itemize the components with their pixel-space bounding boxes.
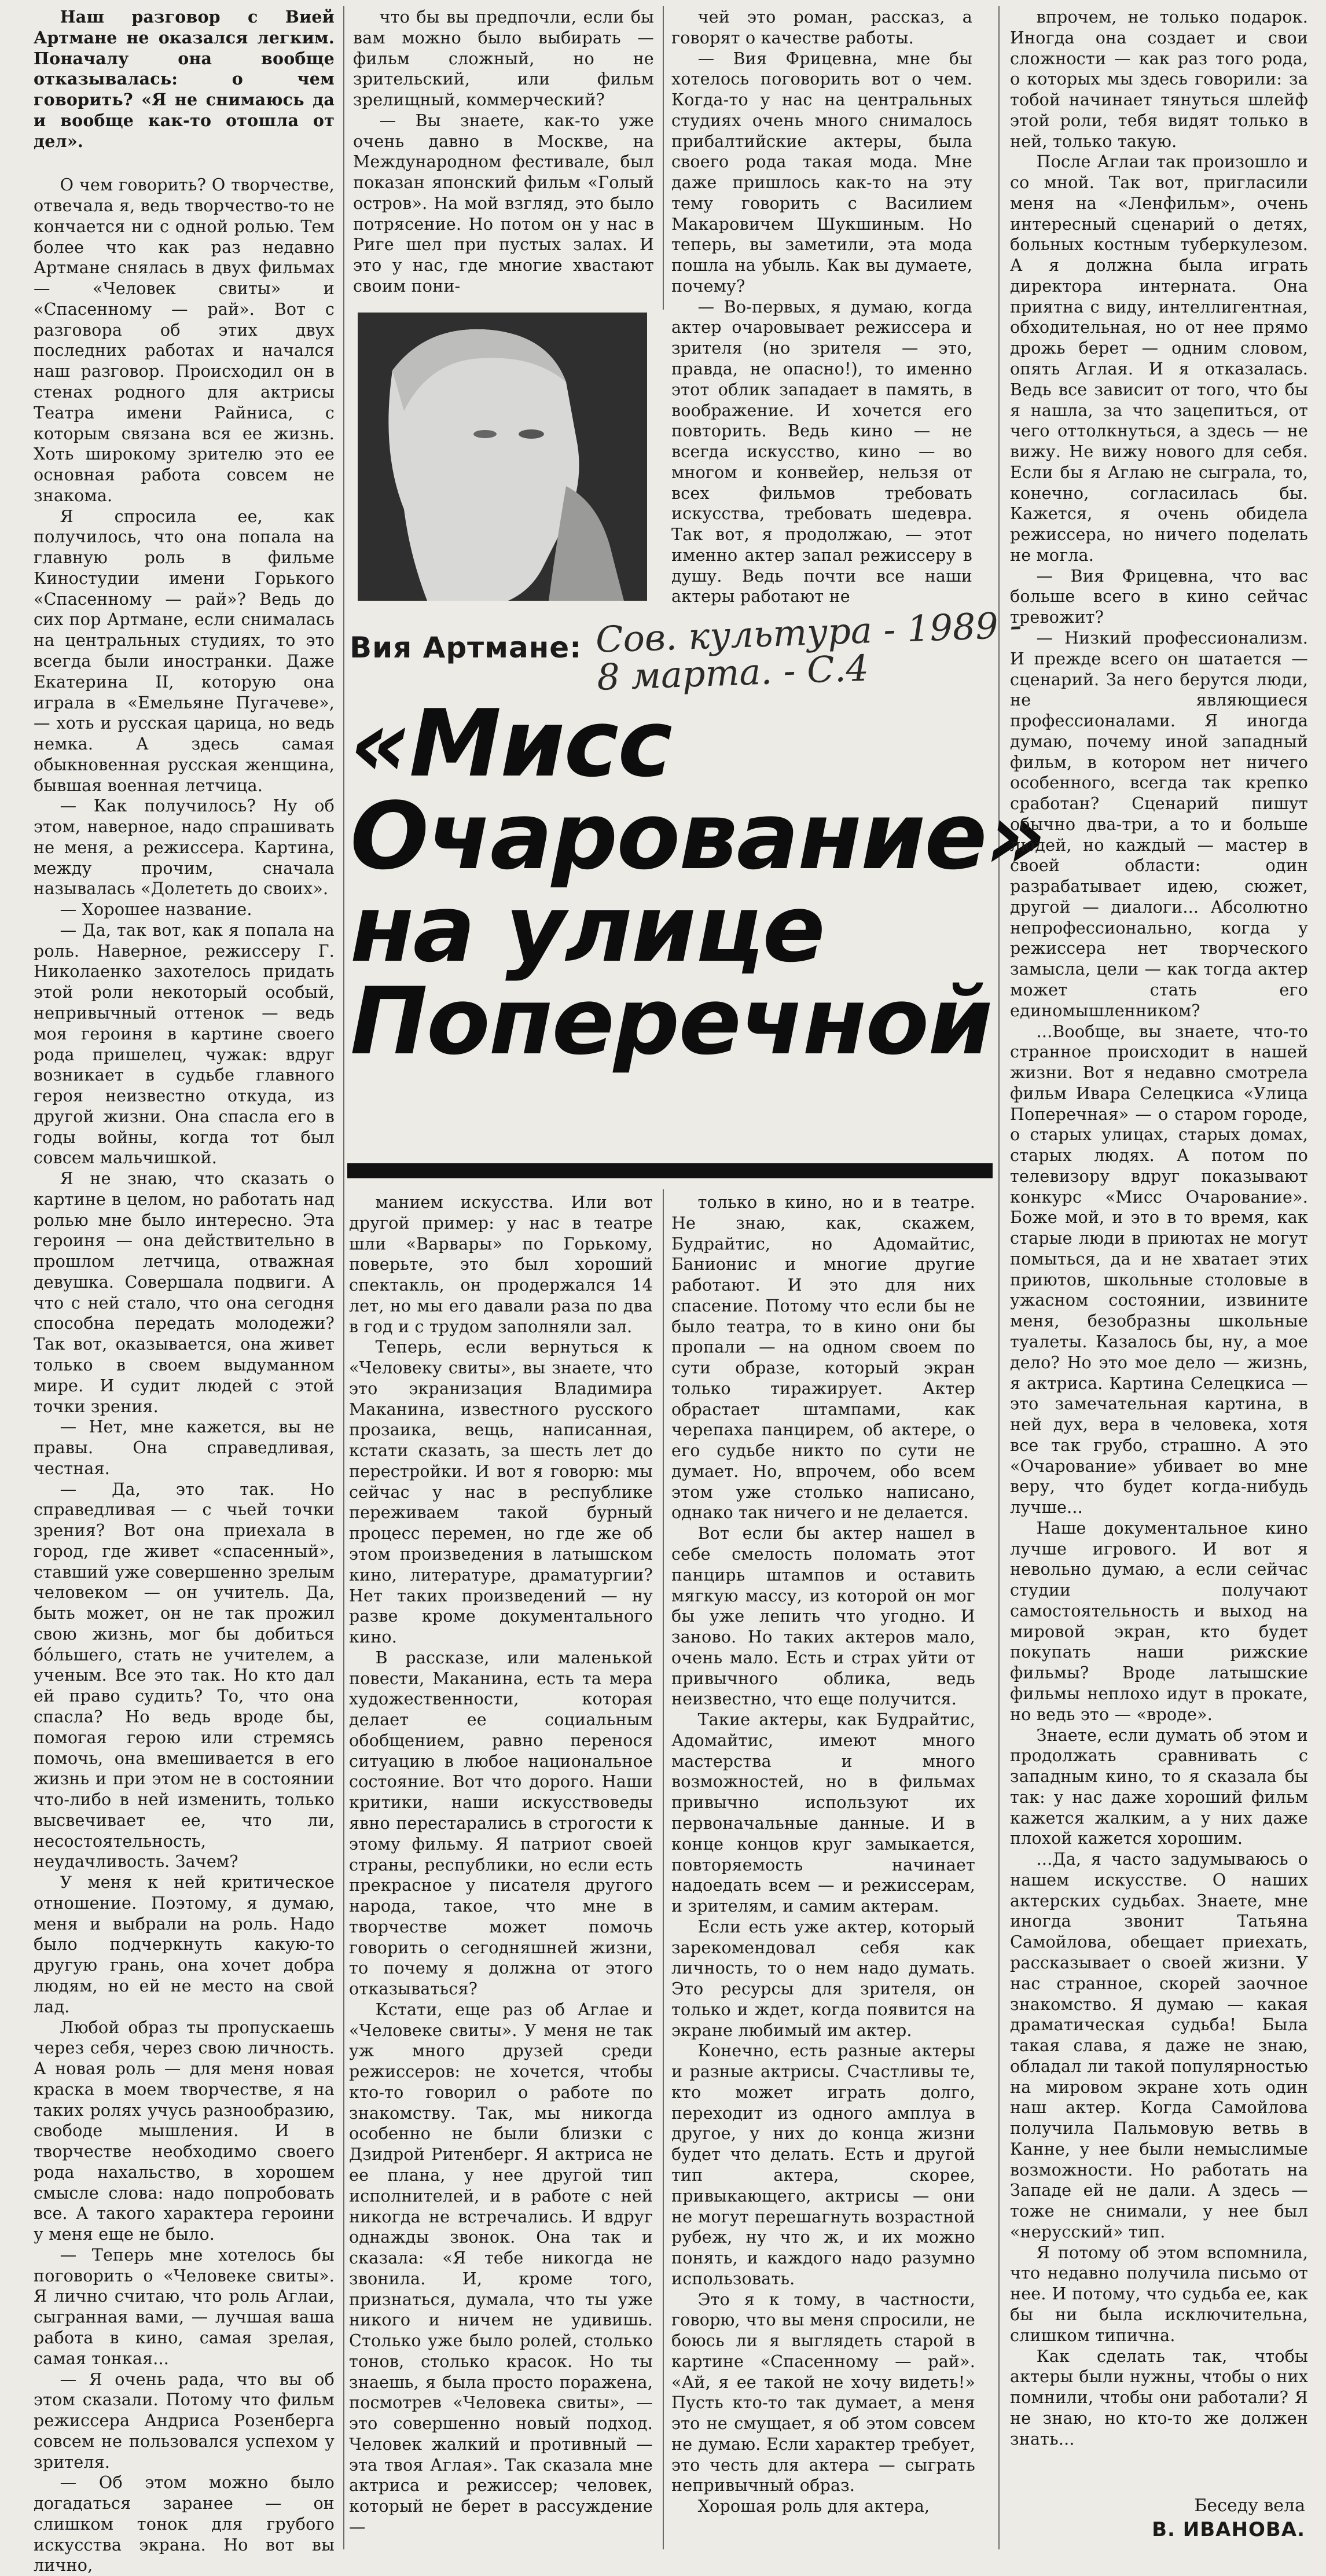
paragraph: — Об этом можно было догадаться заранее — он слишком тонок для грубого искусства экрана. Но вот вы лично,	[34, 2473, 335, 2575]
paragraph: что бы вы предпочли, если бы вам можно было выбирать — фильм сложный, но не зрительский, или фильм зрелищный, коммерческий?	[353, 8, 654, 110]
interviewee-byline: Вия Артмане:	[350, 631, 582, 664]
paragraph: Теперь, если вернуться к «Человеку свиты», вы знаете, что это экранизация Владимира Маканина, известного русского прозаика, вещь, написанная, кстати сказать, за шесть лет до перестройки. И вот я говорю: мы сейчас у нас в республике переживаем такой бурный процесс перемен, но где же об этом произведения в латышском кино, литературе, драматургии? Нет таких произведений — ну разве кроме документального кино.	[349, 1337, 653, 1647]
paragraph: Если есть уже актер, который зарекомендовал себя как личность, то о нем надо думать. Это ресурсы для зрителя, он только и ждет, когда появится на экране любимый им актер.	[671, 1917, 975, 2040]
column-4	[1010, 7, 1308, 2490]
paragraph: — Теперь мне хотелось бы поговорить о «Человеке свиты». Я лично считаю, что роль Аглаи, сыгранная вами, — лучшая ваша работа в кино, самая зрелая, самая тонкая...	[34, 2245, 335, 2368]
paragraph: Любой образ ты пропускаешь через себя, через свою личность. А новая роль — для меня новая краска в моем творчестве, я на таких ролях учусь разнообразию, свободе мышления. И в творчестве необходимо своего рода нахальство, в хорошем смысле слова: надо попробовать все. А такого характера героини у меня еще не было.	[34, 2018, 335, 2244]
paragraph: — Я очень рада, что вы об этом сказали. Потому что фильм режиссера Андриса Розенберга совсем не пользовался успехом у зрителя.	[34, 2369, 335, 2472]
paragraph: манием искусства. Или вот другой пример: у нас в театре шли «Варвары» по Горькому, поверьте, это был хороший спектакль, он продержался 14 лет, но мы его давали раза по два в год и с трудом заполняли зал.	[349, 1193, 653, 1336]
paragraph: — Во-первых, я думаю, когда актер очаровывает режиссера и зрителя (но зрителя — это, правда, не опасно!), то именно этот облик западает в память, в воображение. И хочется его повторить. Ведь кино — не всегда искусство, кино — во многом и конвейер, нельзя от всех фильмов требовать искусства, требовать шедевра. Так вот, я продолжаю, — этот именно актер запал режиссеру в душу. Ведь почти все наши актеры работают не	[671, 297, 972, 607]
paragraph: Вот если бы актер нашел в себе смелость поломать этот панцирь штампов и оставить мягкую массу, из которой он мог бы уже лепить что угодно. И заново. Но таких актеров мало, очень мало. Есть и страх уйти от привычного облика, ведь неизвестно, что еще получится.	[671, 1524, 975, 1709]
lead-paragraph: Наш разговор с Вией Артмане не оказался легким. Поначалу она вообще отказывалась: о чем говорить? «Я не снимаюсь да и вообще как-то отошла от дел».	[34, 7, 335, 151]
paragraph: В рассказе, или маленькой повести, Маканина, есть та мера художественности, которая делает ее социальным обобщением, равно перенося ситуацию в любое национальное состояние. Вот что дорого. Наши критики, наши искусствоведы явно перестарались в строгости к этому фильму. Я патриот своей страны, республики, но если есть прекрасное у писателя другого народа, такое, что мне в творчестве может помочь говорить о сегодняшней жизни, то почему я должна от этого отказываться?	[349, 1648, 653, 1999]
column-divider	[663, 1189, 664, 2549]
column-3-bottom	[671, 1192, 975, 2549]
paragraph: Это я к тому, в частности, говорю, что вы меня спросили, не боюсь ли я выглядеть старой в картине «Спасенному — рай». «Ай, я ее такой не хочу видеть!» Пусть кто-то так думает, а меня это не смущает, я об этом совсем не думаю. Если характер требует, это честь для актера — сыграть непривычный образ.	[671, 2290, 975, 2496]
headline-line-4: Поперечной	[350, 967, 992, 1075]
column-3-top	[671, 7, 972, 678]
headline	[350, 689, 1045, 1075]
paragraph: ...Вообще, вы знаете, что-то странное происходит в нашей жизни. Вот я недавно смотрела фильм Ивара Селецкиса «Улица Поперечная» — о старом городе, о старых улицах, старых домах, старых людях. А потом по телевизору вдруг показывают конкурс «Мисс Очарование». Боже мой, и это в то время, как старые люди в приютах не могут помыться, да и не хватает этих приютов, школьные столовые в ужасном состоянии, извините меня, безобразны школьные туалеты. Казалось бы, ну, а мое дело? Но это мое дело — жизнь, я актриса. Картина Селецкиса — это замечательная картина, в ней дух, вера в человека, хотя все так грубо, страшно. А это «Очарование» убивает во мне веру, что будет когда-нибудь лучше...	[1010, 1021, 1308, 1517]
paragraph: чей это роман, рассказ, а говорят о качестве работы.	[671, 8, 972, 47]
portrait-photo	[358, 313, 647, 601]
paragraph: Я спросила ее, как получилось, что она попала на главную роль в фильме Киностудии имени Горького «Спасенному — рай»? Ведь до сих пор Артмане, если снималась на центральных студиях, то это всегда были иностранки. Даже Екатерина II, которую она играла в «Емельяне Пугачеве», — хоть и русская царица, но ведь немка. А здесь самая обыкновенная русская женщина, бывшая военная летчица.	[34, 506, 335, 795]
paragraph: — Низкий профессионализм. И прежде всего он шатается — сценарий. За него берутся люди, не являющиеся профессионалами. Я иногда думаю, почему иной западный фильм, в котором нет ничего особенного, всегда так крепко сработан? Сценарий пишут обычно два-три, а то и больше людей, но каждый — мастер в своей области: один разрабатывает идею, сюжет, другой — диалоги... Абсолютно непрофессионально, когда у режиссера нет творческого замысла, цели — как тогда актер может стать его единомышленником?	[1010, 628, 1308, 1020]
headline-line-3: на улице	[350, 874, 824, 983]
signature	[1016, 2494, 1305, 2542]
headline-line-1: «Мисс	[350, 689, 671, 798]
paragraph: — Как получилось? Ну об этом, наверное, надо спрашивать не меня, а режиссера. Картина, между прочим, сначала называлась «Долететь до своих».	[34, 796, 335, 899]
paragraph: У меня к ней критическое отношение. Поэтому, я думаю, меня и выбрали на роль. Надо было подчеркнуть какую-то другую грань, она хочет добра людям, но ей не место на свой лад.	[34, 1873, 335, 2016]
paragraph: О чем говорить? О творчестве, отвечала я, ведь творчество-то не кончается ни с одной ролью. Тем более что как раз недавно Артмане снялась в двух фильмах — «Человек свиты» и «Спасенному — рай». Вот с разговора об этих двух последних работах и начался наш разговор. Происходил он в стенах родного для актрисы Театра имени Райниса, с которым связана вся ее жизнь. Хоть широкому зрителю это ее основная работа совсем не знакома.	[34, 175, 335, 505]
signature-label: Беседу вела	[1194, 2496, 1305, 2516]
paragraph: После Аглаи так произошло и со мной. Так вот, пригласили меня на «Ленфильм», очень интересный сценарий о детях, больных костным туберкулезом. А я должна была играть директора интерната. Она приятна с виду, интеллигентная, обходительная, но от нее прямо дрожь берет — одним словом, опять Аглая. И я отказалась. Ведь все зависит от того, что бы я нашла, за что зацепиться, от чего оттолкнуться, а здесь — не вижу. Не вижу нового для себя. Если бы я Аглаю не сыграла, то, конечно, согласилась бы. Кажется, я очень обидела режиссера, но ничего поделать не могла.	[1010, 152, 1308, 565]
paragraph: Хорошая роль для актера,	[697, 2497, 930, 2516]
paragraph: — Нет, мне кажется, вы не правы. Она справедливая, честная.	[34, 1417, 335, 1478]
paragraph: Знаете, если думать об этом и продолжать сравнивать с западным кино, то я сказала бы так: у нас даже хороший фильм кажется жалким, а у них даже плохой кажется хорошим.	[1010, 1725, 1308, 1849]
paragraph: — Хорошее название.	[60, 900, 252, 920]
headline-underline	[347, 1163, 993, 1178]
headline-line-2: Очарование»	[350, 782, 1045, 890]
paragraph: — Да, это так. Но справедливая — с чьей точки зрения? Вот она приехала в город, где живет «спасенный», ставший уже совершенно зрелым человеком — он учитель. Да, быть может, он не так прожил свою жизнь, мог бы добиться бо́льшего, стать не учителем, а ученым. Все это так. Но кто дал ей право судить? То, что она спасла? Но ведь вроде бы, помогая герою или стремясь помочь, она вмешивается в его жизнь и при этом не в состоянии что-либо в ней изменить, только высвечивает ее, что ли, несостоятельность, неудачливость. Зачем?	[34, 1479, 335, 1872]
paragraph: — Вия Фрицевна, что вас больше всего в кино сейчас тревожит?	[1010, 566, 1308, 627]
signature-author: В. ИВАНОВА.	[1152, 2518, 1305, 2541]
paragraph: Наше документальное кино лучше игрового. И вот я невольно думаю, а если сейчас студии получают самостоятельность и выход на мировой экран, кто будет покупать наши рижские фильмы? Вроде латышские фильмы неплохо идут в прокате, но ведь это — «вроде».	[1010, 1518, 1308, 1724]
column-divider	[663, 6, 664, 310]
paragraph: впрочем, не только подарок. Иногда она создает и свои сложности — как раз того рода, о которых мы здесь говорили: за тобой начинает тянуться шлейф этой роли, тебя видят только в ней, только такую.	[1010, 8, 1308, 151]
paragraph: Как сделать так, чтобы актеры были нужны, чтобы о них помнили, чтобы они работали? Я не знаю, но кто-то же должен знать...	[1010, 2346, 1308, 2449]
paragraph: только в кино, но и в театре. Не знаю, как, скажем, Будрайтис, но Адомайтис, Банионис и многие другие работают. И это для них спасение. Потому что если бы не было театра, то в кино они бы пропали — на одном своем по сути образе, который экран только тиражирует. Актер обрастает штампами, как черепаха панцирем, об актере, о его судьбе никто по сути не думает. Но, впрочем, обо всем этом уже столько написано, однако так ничего и не делается.	[671, 1193, 975, 1523]
column-divider	[343, 6, 344, 2549]
paragraph: ...Да, я часто задумываюсь о нашем искусстве. О наших актерских судьбах. Знаете, мне иногда звонит Татьяна Самойлова, обещает приехать, рассказывает о своей жизни. У нас странное, скорей заочное знакомство. Я думаю — какая драматическая судьба! Была такая слава, я даже не знаю, обладал ли такой популярностью на мировом экране хоть один наш актер. Когда Самойлова получила Пальмовую ветвь в Канне, у нее были немыслимые возможности. Но работать на Западе ей не дали. А здесь — тоже не снимали, у нее был «нерусский» тип.	[1010, 1850, 1308, 2241]
column-2-bottom	[349, 1192, 653, 2549]
paragraph: — Вия Фрицевна, мне бы хотелось поговорить вот о чем. Когда-то у нас на центральных студиях очень много снималось прибалтийские актеры, была своего рода такая мода. Мне даже пришлось как-то на эту тему говорить с Василием Макаровичем Шукшиным. Но теперь, вы заметили, эта мода пошла на убыль. Как вы думаете, почему?	[671, 49, 972, 296]
paragraph: Кстати, еще раз об Аглае и «Человеке свиты». У меня не так уж много друзей среди режиссеров: не хочется, чтобы кто-то говорил о работе по знакомству. Так, мы никогда особенно не были близки с Дзидрой Ритенберг. Я актриса не ее плана, у нее другой тип исполнителей, и в работе с ней никогда не встречались. И вдруг однажды звонок. Она так и сказала: «Я тебе никогда не звонила. И, кроме того, признаться, думала, что ты уже никого и ничем не удивишь. Столько уже было ролей, столько тонов, столько красок. Но ты знаешь, я была просто поражена, посмотрев «Человека свиты», — это совершенно новый подход. Человек жалкий и противный — эта твоя Аглая». Так сказала мне актриса и режиссер; человек, который не берет в рассуждение —	[349, 2000, 653, 2537]
column-divider	[998, 6, 1000, 2549]
column-2-top	[353, 7, 654, 308]
portrait-image	[358, 313, 647, 601]
paragraph: Такие актеры, как Будрайтис, Адомайтис, имеют много мастерства и много возможностей, но в фильмах привычно используют их первоначальные данные. И в конце концов круг замыкается, повторяемость начинает надоедать всем — и режиссерам, и зрителям, и самим актерам.	[671, 1710, 975, 1916]
paragraph: Я не знаю, что сказать о картине в целом, но работать над ролью мне было интересно. Эта героиня — она действительно в прошлом летчица, отважная девушка. Совершала подвиги. А что с ней стало, что она сегодня способна передать молодежи? Так вот, оказывается, она живет только в своем выдуманном мире. И судит людей с этой точки зрения.	[34, 1169, 335, 1416]
paragraph: — Да, так вот, как я попала на роль. Наверное, режиссеру Г. Николаенко захотелось придать этой роли некоторый особый, непривычный оттенок — ведь моя героиня в картине своего рода пришелец, чужак: вдруг возникает в судьбе главного героя неизвестно откуда, из другой жизни. Она спасла его в годы войны, когда тот был совсем мальчишкой.	[34, 920, 335, 1168]
handwritten-source-note: Сов. культура - 1989 - 8 марта. - С.4	[594, 604, 1023, 699]
column-1	[34, 7, 335, 2575]
paragraph: Я потому об этом вспомнила, что недавно получила письмо от нее. И потому, что судьба ее, как бы ни была исключительна, слишком типична.	[1010, 2243, 1308, 2345]
paragraph: Конечно, есть разные актеры и разные актрисы. Счастливы те, кто может играть долго, переходит из одного амплуа в другое, у них до конца жизни будет что делать. Есть и другой тип актера, скорее, привыкающего, актрисы — они не могут перешагнуть возрастной рубеж, ну что ж, и их можно понять, и каждого надо разумно использовать.	[671, 2041, 975, 2288]
paragraph: — Вы знаете, как-то уже очень давно в Москве, на Международном фестивале, был показан японский фильм «Голый остров». На мой взгляд, это было потрясение. Но потом он у нас в Риге шел при пустых залах. И это у нас, где многие хвастают своим пони-	[353, 111, 654, 296]
